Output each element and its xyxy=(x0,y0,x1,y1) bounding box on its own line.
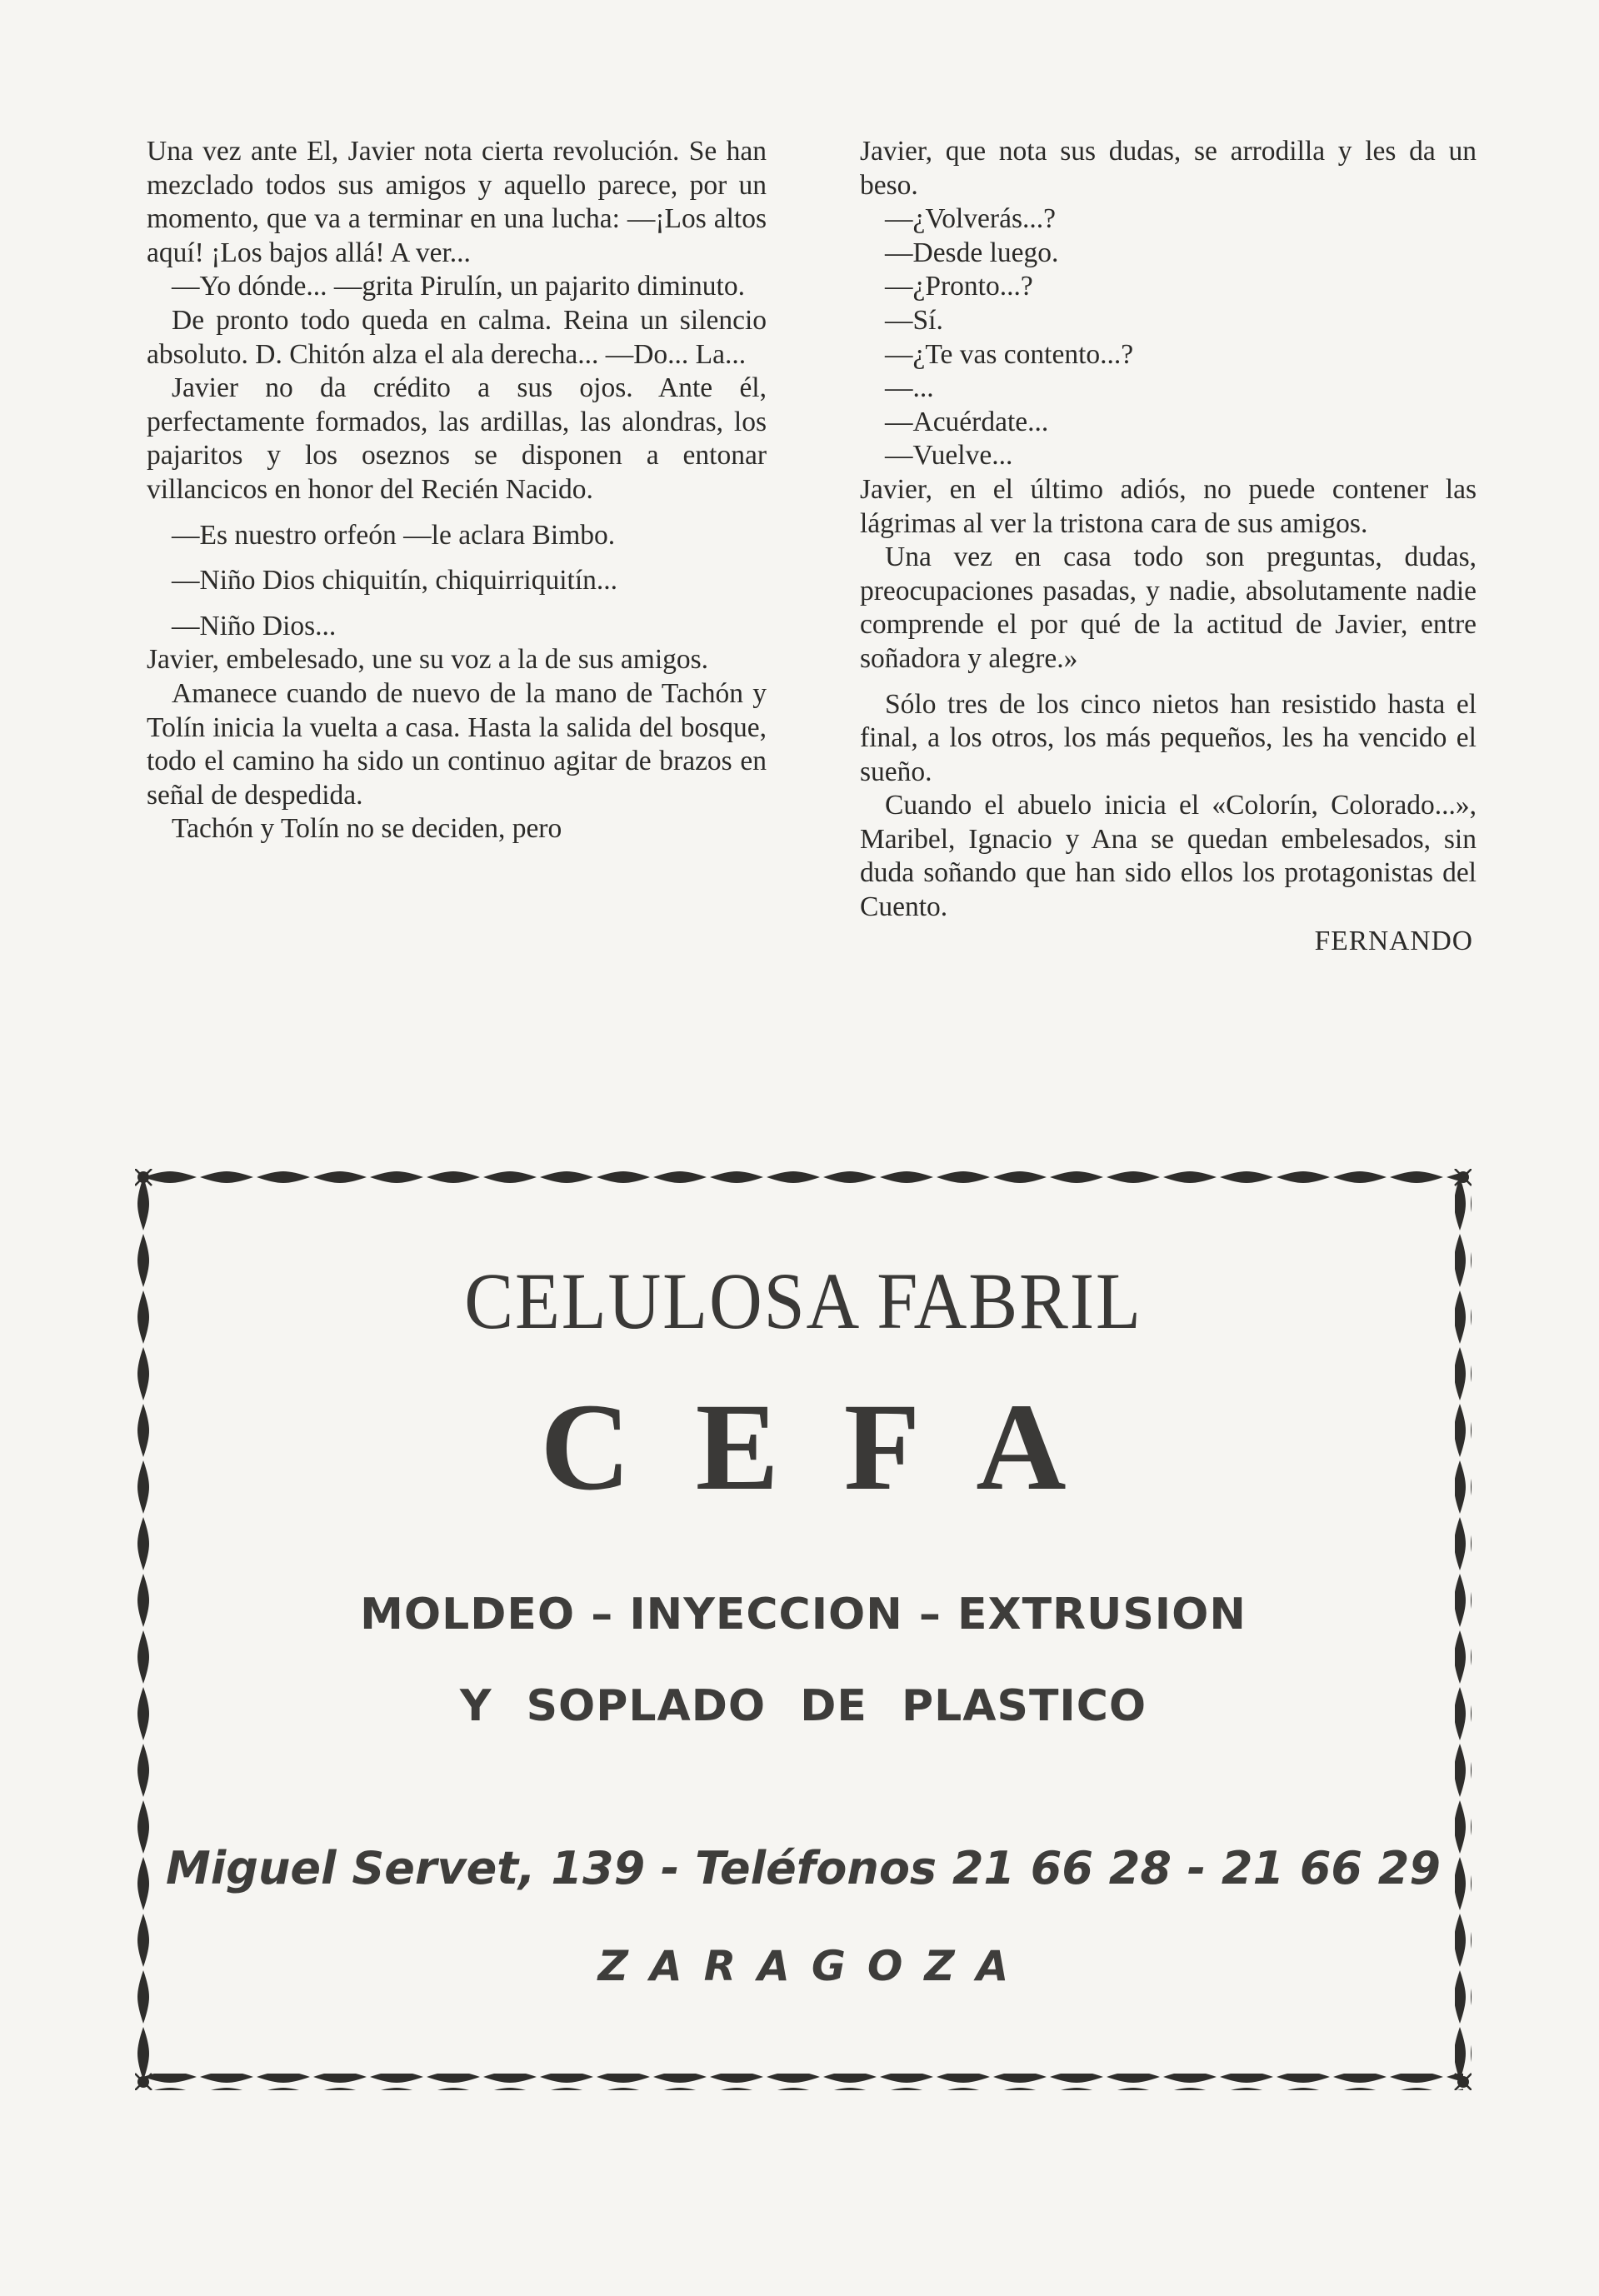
advertisement-box xyxy=(135,1169,1472,2090)
paragraph: —Desde luego. xyxy=(885,237,1059,268)
paragraph: —Niño Dios chiquitín, chiquirriquitín... xyxy=(172,565,618,596)
paragraph: Tachón y Tolín no se deciden, pero xyxy=(172,813,562,845)
paragraph: —Niño Dios... xyxy=(172,610,337,641)
paragraph: Javier, embelesado, une su voz a la de sus amigos. xyxy=(147,644,709,676)
paragraph: —Acuérdate... xyxy=(885,406,1049,437)
paragraph: —¿Pronto...? xyxy=(885,271,1033,302)
paragraph: Javier, en el último adiós, no puede contener las lágrimas al ver la tristona cara de sus amigos. xyxy=(860,473,1477,539)
paragraph: —Es nuestro orfeón —le aclara Bimbo. xyxy=(172,519,616,551)
story-column-left xyxy=(147,135,767,846)
city: ZARAGOZA xyxy=(597,1942,1031,1990)
paragraph: —¿Te vas contento...? xyxy=(885,338,1134,370)
paragraph: Una vez en casa todo son preguntas, dudas, preocupaciones pasadas, y nadie, absolutamente nadie comprende el por qué de la actitud de Javier, entre soñadora y alegre.» xyxy=(860,542,1477,674)
paragraph: Javier no da crédito a sus ojos. Ante él, perfectamente formados, las ardillas, las alondras, los pajaritos y los oseznos se disponen a entonar villancicos en honor del Recién Nacido. xyxy=(147,372,767,505)
paragraph: —Sí. xyxy=(885,304,943,336)
story-column-right xyxy=(860,135,1477,958)
paragraph: Sólo tres de los cinco nietos han resistido hasta el final, a los otros, los más pequeños, les ha vencido el sueño. xyxy=(860,688,1477,787)
paragraph: Una vez ante El, Javier nota cierta revolución. Se han mezclado todos sus amigos y aquello parece, por un momento, que va a terminar en una lucha: —¡Los altos aquí! ¡Los bajos allá! A ver... xyxy=(147,136,767,268)
author-signature: FERNANDO xyxy=(1314,925,1473,956)
paragraph: De pronto todo queda en calma. Reina un silencio absoluto. D. Chitón alza el ala derecha... —Do... La... xyxy=(147,304,767,370)
services-line-1: MOLDEO – INYECCION – EXTRUSION xyxy=(360,1590,1247,1640)
paragraph: —Vuelve... xyxy=(885,440,1013,472)
paragraph: Javier, que nota sus dudas, se arrodilla y les da un beso. xyxy=(860,136,1477,201)
address-phones: Miguel Servet, 139 - Teléfonos 21 66 28 - 21 66 29 xyxy=(166,1842,1441,1894)
brand-logo-text: CEFA xyxy=(540,1378,1132,1516)
paragraph: —¿Volverás...? xyxy=(885,203,1056,235)
paragraph: —Yo dónde... —grita Pirulín, un pajarito diminuto. xyxy=(172,271,745,302)
paragraph: Cuando el abuelo inicia el «Colorín, Colorado...», Maribel, Ignacio y Ana se quedan embelesados, sin duda soñando que han sido ellos los protagonistas del Cuento. xyxy=(860,790,1477,923)
paragraph: Amanece cuando de nuevo de la mano de Tachón y Tolín inicia la vuelta a casa. Hasta la salida del bosque, todo el camino ha sido un continuo agitar de brazos en señal de despedida. xyxy=(147,677,767,811)
company-name: CELULOSA FABRIL xyxy=(464,1256,1142,1345)
paragraph: —... xyxy=(885,372,934,404)
services-line-2: Y SOPLADO DE PLASTICO xyxy=(459,1681,1147,1731)
